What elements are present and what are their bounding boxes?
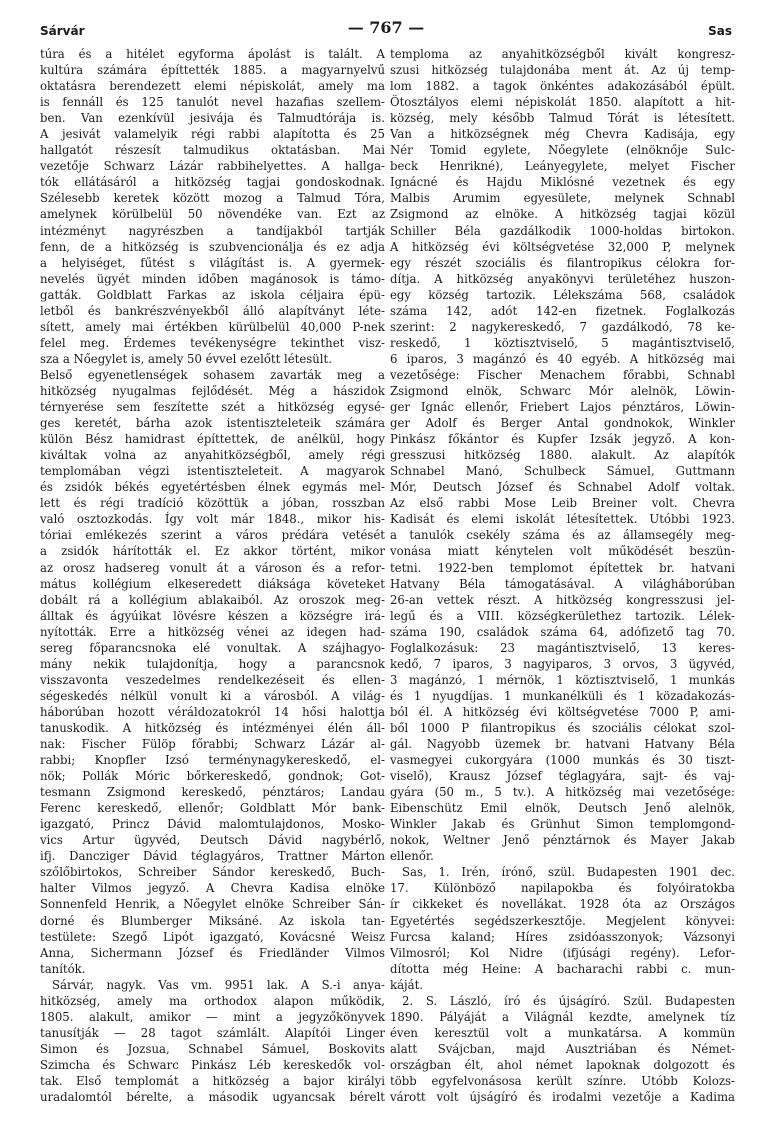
text-line: mátus kollégium elkeseredett diáksága követeket (40, 576, 385, 591)
text-line: Ferenc kereskedő, ellenőr; Goldblatt Mór bank- (40, 801, 385, 816)
text-line: ellenőr. (390, 849, 434, 864)
right-text-column (390, 46, 735, 1105)
left-text-column (40, 46, 385, 1105)
text-line: álltak és ágyúikat lövésre készen a községre irá- (40, 608, 385, 623)
text-line: Furcsa kaland; Híres zsidóasszonyok; Vázsonyi (390, 929, 735, 944)
text-line: éven keresztül volt a munkatársa. A kommün (390, 1025, 735, 1040)
text-line: gresszusi hitközség 1880. alakult. Az alapítók (390, 448, 735, 463)
text-line: Zsigmond az elnöke. A hitközség tagjai közül (390, 207, 735, 222)
text-line: nevelés ügyét minden időben magánosok is támo- (40, 271, 385, 286)
text-line: tóriai emlékezés szerint a város prédára vetését (40, 528, 385, 543)
text-line: rabbi; Knopfler Izsó terménynagykereskedő, el- (40, 753, 385, 768)
text-line: vezetősége: Fischer Menachem főrabbi, Schnabl (390, 367, 735, 382)
text-line: Schiller Béla gazdálkodik 1000-holdas birtokon. (390, 223, 735, 238)
text-line: beck Henrikné), Leányegylete, melyet Fischer (390, 159, 735, 174)
text-line: 1890. Pályáját a Világnál kezdte, amelynek tíz (390, 1009, 735, 1024)
text-line: 17. Különböző napilapokba és folyóiratokba (390, 881, 735, 896)
text-line: nyították. Erre a hitközség vénei az idegen had- (40, 624, 385, 639)
text-line: igazgató, Princz Dávid malomtulajdonos, Mosko- (40, 817, 385, 832)
text-line: való osztozkodás. Így volt már 1848., mikor his- (40, 512, 385, 527)
text-line: is fennáll és 125 tanulót nevel hazafias szellem- (40, 95, 385, 110)
text-line: Sárvár, nagyk. Vas vm. 9951 lak. A S.-i anya- (52, 977, 385, 992)
text-line: Szélesebb keretek között mozog a Talmud Tóra, (40, 191, 385, 206)
text-line: ges keretét, bárha azok istentiszteleteik számára (40, 416, 385, 431)
text-line: ír cikkeket és novellákat. 1928 óta az Országos (390, 897, 735, 912)
text-line: lom 1882. a tagok önkéntes adakozásából épült. (390, 79, 735, 94)
text-line: háborúban hozott véráldozatokról 14 hősi halottja (40, 704, 385, 719)
text-line: alatt Svájcban, majd Ausztriában és Német- (390, 1041, 735, 1056)
text-line: vezetője Schwarz Lázár rabbihelyettes. A hallga- (40, 159, 385, 174)
text-line: nokok, Weltner Jenő pénztárnok és Mayer Jakab (390, 833, 735, 848)
text-line: dította még Heine: A bacharachi rabbi c. mun- (390, 961, 735, 976)
text-line: ger Adolf és Berger Antal gondnokok, Winkler (390, 416, 735, 431)
text-line: sített, amely mai értékben kürülbelül 40,000 P-nek (40, 319, 385, 334)
text-line: a tanulók csekély száma és az államsegély meg- (390, 528, 735, 543)
text-line: tanusítják — 28 tagot számlált. Alapítói Linger (40, 1025, 385, 1040)
text-line: káját. (390, 977, 424, 992)
text-line: Sas, 1. Irén, írónő, szül. Budapesten 1901 dec. (402, 865, 735, 880)
text-line: amelynek körülbelül 50 növendéke van. Ezt az (40, 207, 385, 222)
text-line: 26-an vettek részt. A hitközség kongresszusi jel- (390, 592, 735, 607)
text-line: kedő, 7 iparos, 3 nagyiparos, 3 orvos, 3 ügyvéd, (390, 656, 735, 671)
text-line: lett és régi tradíció közöttük a jóban, rosszban (40, 496, 385, 511)
text-line: mány nekik tulajdonítja, hogy a parancsnok (40, 656, 385, 671)
text-line: Szimcha és Schwarc Pinkász Léb kereskedők vol- (40, 1057, 385, 1072)
text-line: vics Artur ügyvéd, Deutsch Dávid nagybérlő, (40, 833, 385, 848)
text-line: letből és bankrészvényekből álló alapítványt léte- (40, 303, 385, 318)
text-line: dorné és Blumberger Miksáné. Az iskola tan- (40, 913, 385, 928)
text-line: A hitközség évi költségvetése 32,000 P, melynek (390, 239, 735, 254)
text-line: kiváltak volna az anyahitközségből, amely régi (40, 448, 385, 463)
text-line: Winkler Jakab és Grünhut Simon templomgond- (390, 817, 735, 832)
text-line: Mór, Deutsch József és Schnabel Adolf voltak. (390, 480, 735, 495)
text-line: Simon és Jozsua, Schnabel Sámuel, Boskovits (40, 1041, 385, 1056)
text-line: uradalomtól bérelte, a második ugyancsak bérelt (40, 1090, 385, 1105)
text-line: testülete: Szegő Lipót igazgató, Kovácsné Weisz (40, 929, 385, 944)
text-line: tanuskodik. A hitközség és intézményei élén áll- (40, 720, 385, 735)
text-line: ben. Van ezenkívül jesivája és Talmudtórája is. (40, 111, 385, 126)
text-line: ból él. A hitközség évi költségvetése 7000 P, ami- (390, 704, 735, 719)
text-line: vasmegyei cukorgyára (1000 munkás és 30 tiszt- (390, 753, 735, 768)
text-line: Belső egyenetlenségek sohasem zavarták meg a (40, 367, 385, 382)
text-line: és 1 nyugdíjas. 1 munkanélküli és 1 közadakozás- (390, 688, 735, 703)
text-line: ger Ignác ellenőr, Friebert Lajos pénztáros, Löwin- (390, 400, 735, 415)
text-line: sereg főparancsnoka elé vonultak. A szájhagyo- (40, 640, 385, 655)
text-line: nak: Fischer Fülöp főrabbi; Schwarz Lázár al- (40, 737, 385, 752)
text-line: 2. S. László, író és újságíró. Szül. Budapesten (402, 993, 735, 1008)
text-line: ifj. Dancziger Dávid téglagyáros, Trattner Márton (40, 849, 385, 864)
text-line: ből 1000 P filantropikus és szociális célokat szol- (390, 720, 735, 735)
text-line: gál. Nagyobb üzemek br. hatvani Hatvany Béla (390, 737, 735, 752)
text-line: az orosz hadsereg vonult át a városon és a refor- (40, 560, 385, 575)
text-line: Foglalkozásuk: 23 magántisztviselő, 13 keres- (390, 640, 735, 655)
text-line: A jesivát valamelyik régi rabbi alapította és 25 (40, 127, 385, 142)
page-header (40, 18, 732, 42)
text-line: intézményt nagyrészben a tandíjakból tartják (40, 223, 385, 238)
text-line: reskedő, 1 köztisztviselő, 5 magántisztviselő, (390, 335, 735, 350)
text-line: Nér Tomid egylete, Nőegylete (elnöknője Sulc- (390, 143, 735, 158)
text-line: a zsidók hárították el. Ez akkor történt, mikor (40, 544, 385, 559)
text-line: egy részét szociális és filantropikus célokra for- (390, 255, 735, 270)
text-line: temploma az anyahitközségből kivált kongresz- (390, 47, 735, 61)
text-line: Ignácné és Hajdu Miklósné vezetnek és egy (390, 175, 735, 190)
text-line: Hatvany Béla támogatásával. A világháborúban (390, 576, 735, 591)
text-line: egy község tartozik. Lélekszáma 568, családok (390, 287, 735, 302)
text-line: vonása miatt kénytelen volt működését beszün- (390, 544, 735, 559)
text-line: viselő), Krausz József téglagyára, sajt- és vaj- (390, 769, 735, 784)
text-line: Kadisát és elemi iskolát létesítettek. Utóbbi 1923. (390, 512, 735, 527)
text-line: szőlőbirtokos, Schreiber Sándor kereskedő, Buch- (40, 865, 385, 880)
text-line: 3 magánzó, 1 mérnök, 1 köztisztviselő, 1 munkás (390, 672, 735, 687)
text-line: Az első rabbi Mose Leib Breiner volt. Chevra (390, 496, 735, 511)
text-line: szusi hitközség tulajdonába ment át. Az új temp- (390, 63, 735, 78)
text-line: külön Bész hamidrast építtettek, de anélkül, hogy (40, 432, 385, 447)
text-line: Egyetértés segédszerkesztője. Megjelent könyvei: (390, 913, 735, 928)
text-line: ségeskedés nélkül vonult ki a városból. A világ- (40, 688, 385, 703)
text-line: Sonnenfeld Henrik, a Nőegylet elnöke Schreiber Sán- (40, 897, 385, 912)
text-line: és zsidók békés egyetértésben élnek egymás mel- (40, 480, 385, 495)
text-line: oktatásra berendezett elemi népiskolát, amely ma (40, 79, 385, 94)
text-line: hallgatót részesít talmudikus oktatásban. Mai (40, 143, 385, 158)
text-line: Ötosztályos elemi népiskolát 1850. alapított a hit- (390, 95, 735, 110)
text-line: tók ellátásáról a hitközség tagjai gondoskodnak. (40, 175, 385, 190)
text-line: Pinkász főkántor és Kupfer Izsák jegyző. A kon- (390, 432, 735, 447)
text-line: gyára (50 m., 5 tv.). A hitközség mai vezetősége: (390, 785, 735, 800)
text-line: tesmann Zsigmond kereskedő, pénztáros; Landau (40, 785, 385, 800)
text-line: országban élt, ahol német lapoknak dolgozott és (390, 1057, 735, 1072)
text-line: Van a hitközségnek még Chevra Kadisája, egy (390, 127, 735, 142)
text-line: dítja. A hitközség anyakönyvi területéhez huszon- (390, 271, 735, 286)
text-line: felel meg. Érdemes tevékenységre tekinthet visz- (40, 335, 385, 350)
text-line: 1805. alakult, amikor — mint a jegyzőkönyvek (40, 1009, 385, 1024)
text-line: tetni. 1922-ben templomot építettek br. hatvani (390, 560, 735, 575)
text-line: Eibenschütz Emil elnök, Deutsch Jenő alelnök, (390, 801, 735, 816)
header-left-keyword: Sárvár (40, 24, 85, 38)
text-line: száma 190, családok száma 64, adófizető tag 70. (390, 624, 735, 639)
text-line: kultúra számára építtették 1885. a magyarnyelvű (40, 63, 385, 78)
text-line: Anna, Sichermann József és Friedländer Vilmos (40, 945, 385, 960)
text-line: várott volt újságíró és irodalmi vezetője a Kadima (390, 1090, 735, 1105)
text-line: hitközség nyugalmas fejlődését. Még a hászidok (40, 383, 385, 398)
text-line: nök; Pollák Móric bőrkereskedő, gondnok; Got- (40, 769, 385, 784)
text-line: sza a Nőegylet is, amely 50 évvel ezelőtt létesült. (40, 351, 332, 366)
text-line: legű és a VIII. községkerülethez tartozik. Lélek- (390, 608, 735, 623)
text-line: Vilmosról; Kol Nidre (ifjúsági regény). Lefor- (390, 945, 735, 960)
text-line: dobált rá a kollégium ablakaiból. Az oroszok meg- (40, 592, 385, 607)
text-line: hitközség, amely ma orthodox alapon működik, (40, 993, 385, 1008)
text-line: száma 142, adót 142-en fizetnek. Foglalkozás (390, 303, 735, 318)
text-line: Schnabel Manó, Schulbeck Sámuel, Guttmann (390, 464, 735, 479)
text-line: gatták. Goldblatt Farkas az iskola céljaira épü- (40, 287, 385, 302)
header-right-keyword: Sas (708, 24, 732, 38)
text-line: templomában végzi istentiszteleteit. A magyarok (40, 464, 385, 479)
text-line: több egyfelvonásosa került színre. Utóbb Kolozs- (390, 1074, 735, 1088)
text-line: halter Vilmos jegyző. A Chevra Kadisa elnöke (40, 881, 385, 896)
text-line: túra és a hitélet egyforma ápolást is talált. A (40, 47, 385, 61)
text-line: szerint: 2 nagykereskedő, 7 gazdálkodó, 78 ke- (390, 319, 735, 334)
text-line: visszavonta veszedelmes rendelkezéseit és ellen- (40, 672, 385, 687)
text-line: fenn, de a hitközség is szubvencionálja és ez adja (40, 239, 385, 254)
page-number: — 767 — (347, 18, 425, 37)
text-line: Zsigmond elnök, Schwarc Mór alelnök, Löwin- (390, 383, 735, 398)
text-line: tanítók. (40, 961, 86, 976)
text-line: Malbis Arumim egyesülete, melynek Schnabl (390, 191, 735, 206)
text-line: 6 iparos, 3 magánzó és 40 egyéb. A hitközség mai (390, 351, 735, 366)
text-line: a helyiséget, fűtést s világítást is. A gyermek- (40, 255, 385, 270)
text-line: térnyerése sem feszítette szét a hitközség egysé- (40, 400, 385, 415)
text-line: tak. Első templomát a hitközség a bajor királyi (40, 1074, 385, 1088)
text-line: község, mely később Talmud Tórát is létesített. (390, 111, 735, 126)
